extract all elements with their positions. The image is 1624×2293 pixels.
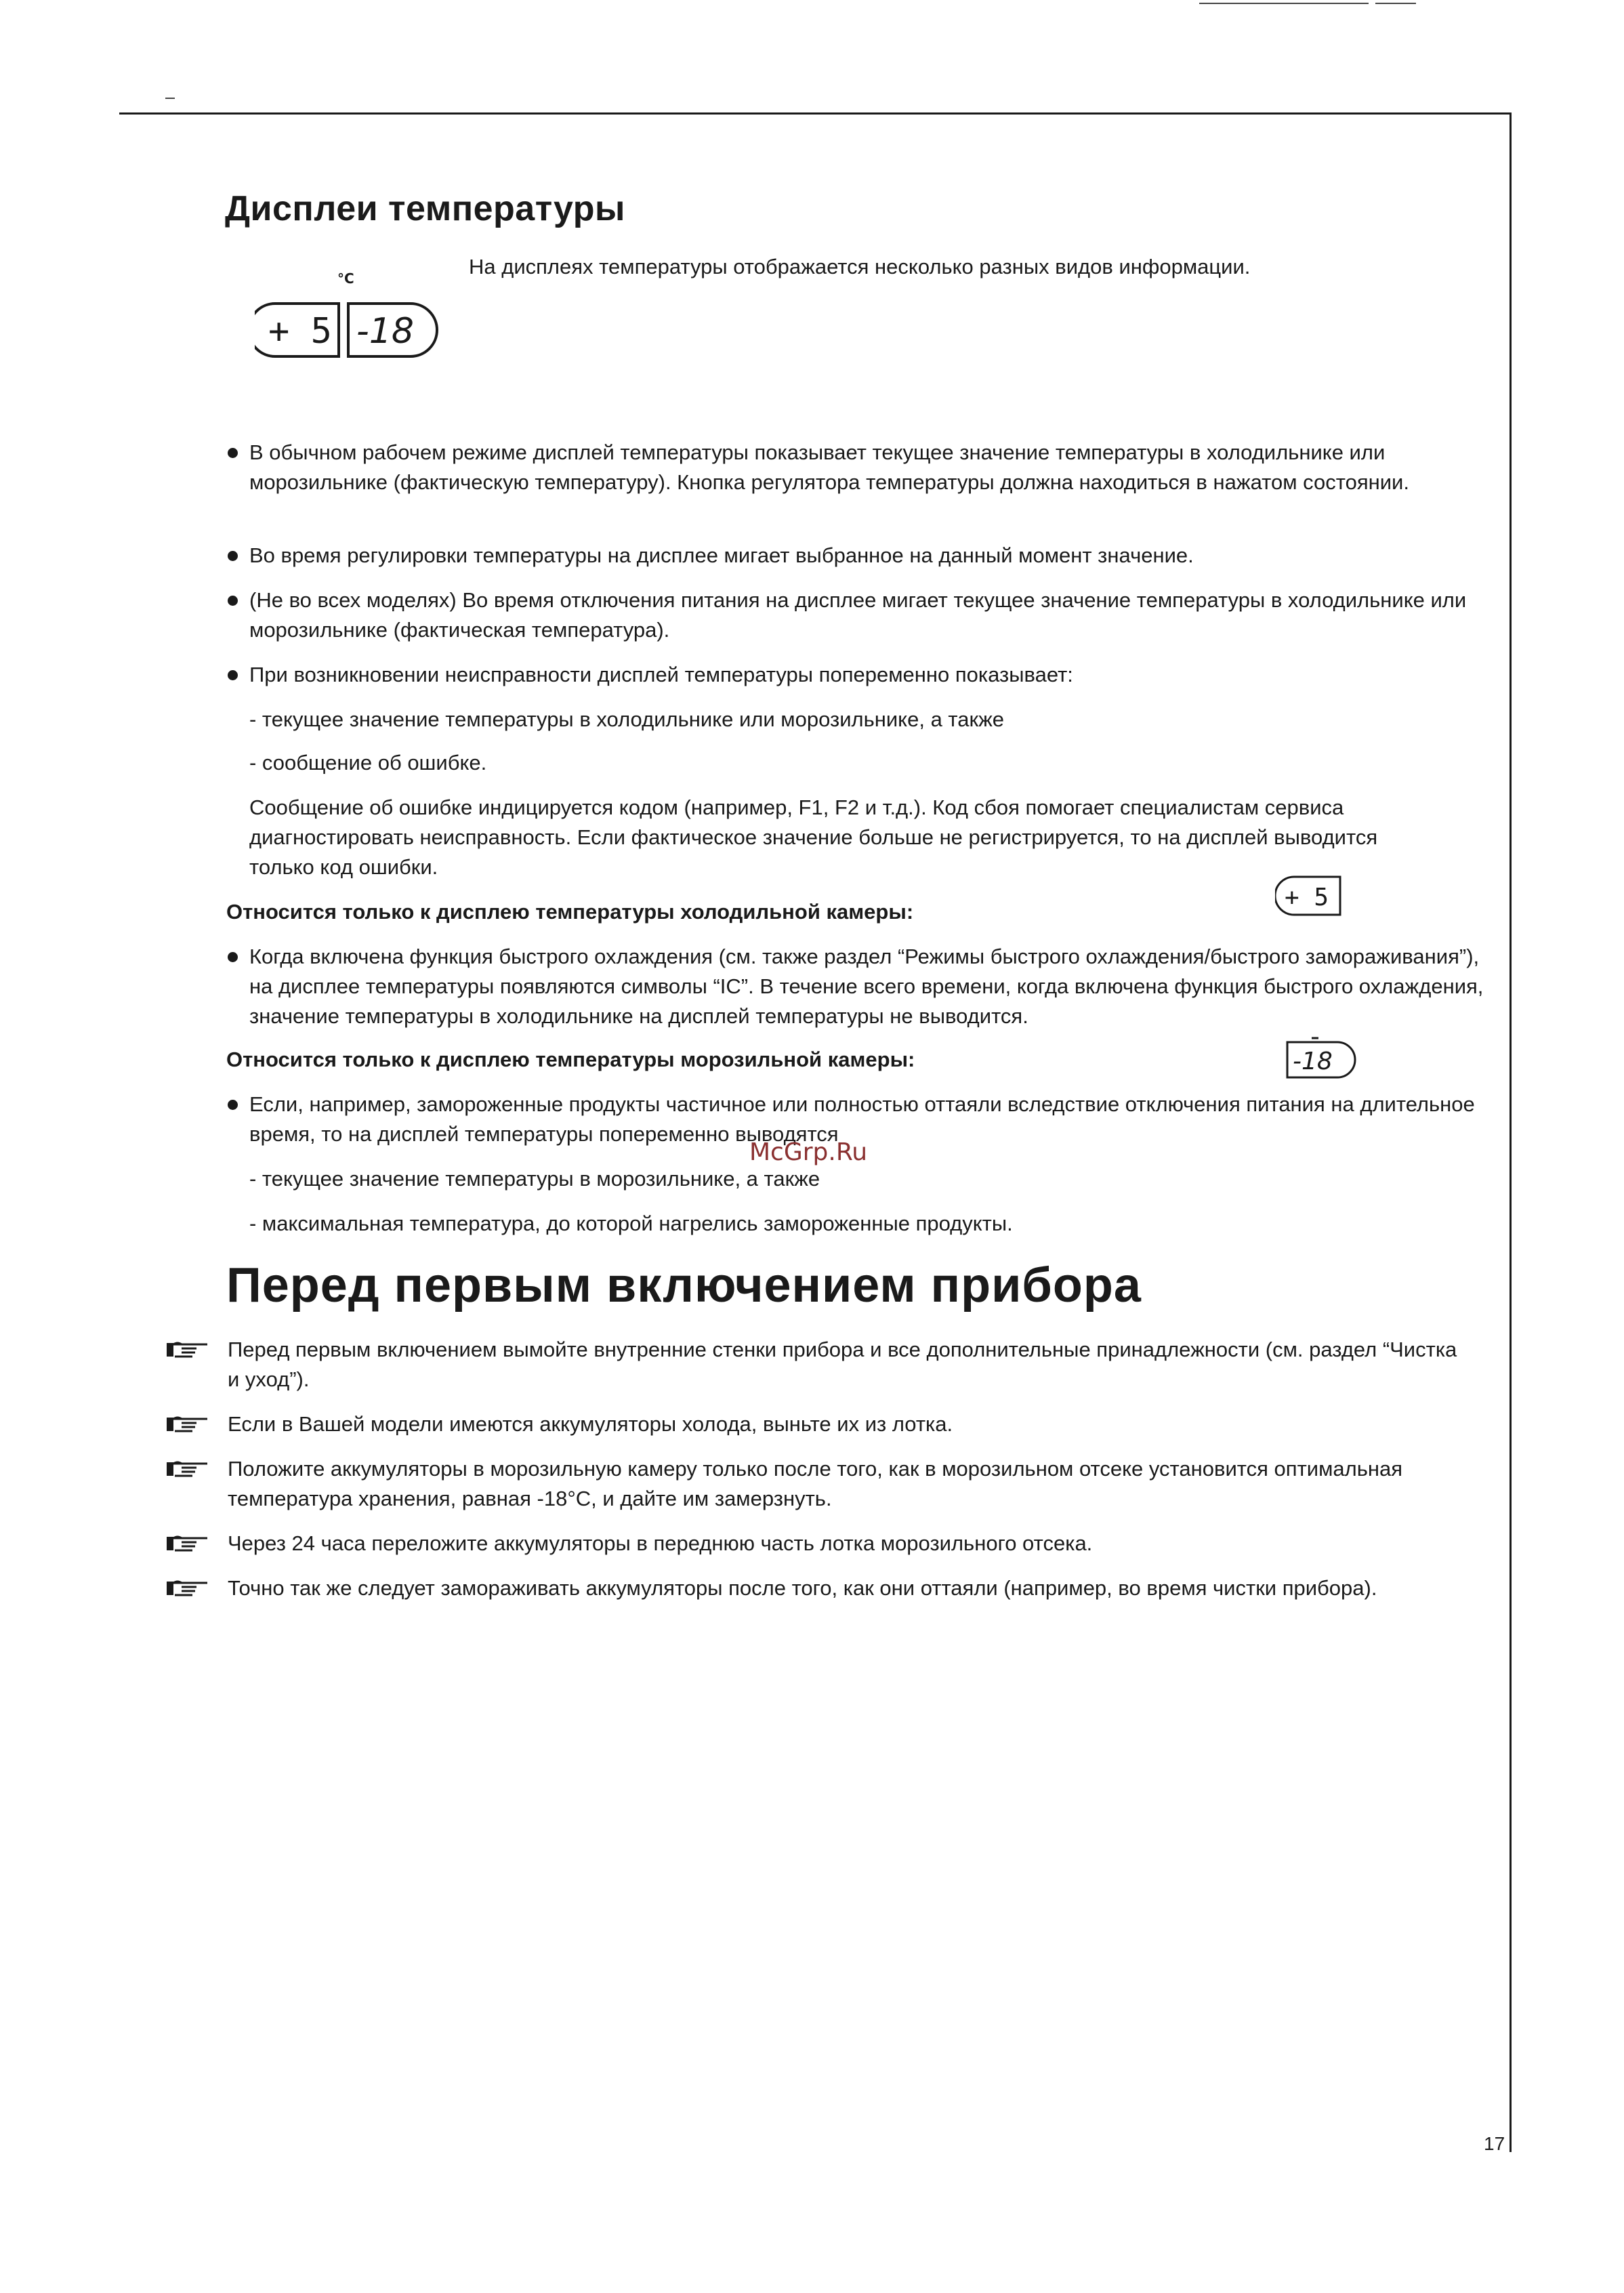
- fault-note: Сообщение об ошибке индицируется кодом (например, F1, F2 и т.д.). Код сбоя помогает специалистам сервиса диагностировать неисправность. Если фактическое значение больше не регистрируется, то на дисплей выводится только код ошибки.: [249, 796, 1378, 879]
- freezer-item: - максимальная температура, до которой нагрелись замороженные продукты.: [249, 1212, 1013, 1235]
- scan-mark: [1375, 3, 1416, 4]
- bullet-dot: [228, 551, 238, 561]
- pointing-hand-icon: [165, 1413, 210, 1434]
- freezer-display-value: -18: [356, 311, 414, 352]
- fridge-display-value: + 5: [268, 311, 332, 352]
- page-frame-top-line: [119, 112, 1511, 115]
- list-item: В обычном рабочем режиме дисплей температуры показывает текущее значение температуры в холодильнике или морозильнике (фактическую температуру). Кнопка регулятора температуры должна находиться в нажатом состоянии.: [228, 438, 1488, 497]
- fridge-display-icon: [1275, 874, 1343, 917]
- section-title-before-first-use: Перед первым включением прибора: [226, 1258, 1142, 1313]
- pointing-hand-icon: [165, 1458, 210, 1479]
- watermark: McGrp.Ru: [749, 1138, 868, 1166]
- unit-label: °C: [337, 270, 354, 287]
- pointing-hand-icon: [165, 1533, 210, 1553]
- bullet-dot: [228, 448, 238, 458]
- step-item: Если в Вашей модели имеются аккумуляторы холода, выньте их из лотка.: [165, 1409, 1466, 1439]
- page-number: 17: [1484, 2133, 1505, 2154]
- step-item: Через 24 часа переложите аккумуляторы в переднюю часть лотка морозильного отсека.: [165, 1529, 1466, 1558]
- fault-item: - текущее значение температуры в холодильнике или морозильнике, а также: [249, 707, 1005, 731]
- temperature-display-example: [255, 270, 444, 365]
- step-item: Положите аккумуляторы в морозильную камеру только после того, как в морозильном отсеке установится оптимальная температура хранения, равная -18°C, и дайте им замерзнуть.: [165, 1454, 1466, 1514]
- list-item: Когда включена функция быстрого охлаждения (см. также раздел “Режимы быстрого охлаждения/быстрого замораживания”), на дисплее температуры появляются символы “IC”. В течение всего времени, когда включена функция быстрого охлаждения, значение температуры в холодильнике на дисплей температуры не выводится.: [228, 942, 1488, 1031]
- scan-mark: [1199, 3, 1369, 4]
- step-item: Перед первым включением вымойте внутренние стенки прибора и все дополнительные принадлежности (см. раздел “Чистка и уход”).: [165, 1335, 1466, 1395]
- fridge-subhead: Относится только к дисплею температуры холодильной камеры:: [226, 900, 914, 924]
- pointing-hand-icon: [165, 1339, 210, 1359]
- freezer-display-icon: [1285, 1037, 1359, 1080]
- section-title-displays: Дисплеи температуры: [225, 189, 625, 228]
- bullet-dot: [228, 596, 238, 606]
- intro-text: На дисплеях температуры отображается несколько разных видов информации.: [469, 255, 1251, 278]
- freezer-subhead: Относится только к дисплею температуры морозильной камеры:: [226, 1048, 915, 1071]
- bullet-dot: [228, 952, 238, 962]
- bullet-dot: [228, 670, 238, 680]
- freezer-item: - текущее значение температуры в морозильнике, а также: [249, 1167, 820, 1191]
- bullet-dot: [228, 1100, 238, 1110]
- list-item: (Не во всех моделях) Во время отключения питания на дисплее мигает текущее значение температуры в холодильнике или морозильнике (фактическая температура).: [228, 585, 1488, 645]
- list-item: Если, например, замороженные продукты частичное или полностью оттаяли вследствие отключения питания на длительное время, то на дисплей температуры попеременно выводятся: [228, 1090, 1488, 1149]
- list-item: При возникновении неисправности дисплей температуры попеременно показывает:: [228, 660, 1488, 690]
- page-frame-right-line: [1510, 112, 1512, 2152]
- fridge-icon-value: + 5: [1285, 884, 1329, 911]
- list-item: Во время регулировки температуры на дисплее мигает выбранное на данный момент значение.: [228, 541, 1488, 571]
- freezer-icon-value: -18: [1293, 1048, 1333, 1075]
- step-item: Точно так же следует замораживать аккумуляторы после того, как они оттаяли (например, во время чистки прибора).: [165, 1573, 1466, 1603]
- fault-item: - сообщение об ошибке.: [249, 751, 487, 774]
- pointing-hand-icon: [165, 1577, 210, 1598]
- scan-mark: [165, 98, 175, 99]
